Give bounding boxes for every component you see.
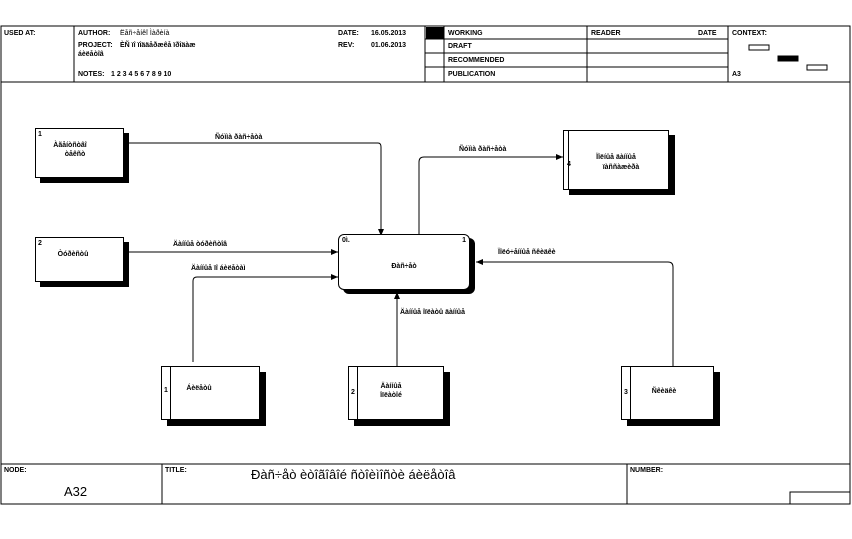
rev-label: REV:	[338, 42, 355, 49]
entity-agency[interactable]	[35, 128, 124, 178]
status-working: WORKING	[448, 30, 483, 37]
date-value: 16.05.2013	[371, 30, 407, 37]
flow-label-4: Ñóììà ðàñ÷åòà	[459, 146, 507, 153]
author-label: AUTHOR:	[78, 30, 111, 37]
flow-label-6: Äàííûå îïëàòû äàííûå	[400, 309, 465, 316]
number-label: NUMBER:	[630, 467, 664, 474]
entity-tickets-name: Áèëåòû	[186, 385, 212, 392]
node-label: NODE:	[4, 467, 27, 474]
used-at-label: USED AT:	[4, 30, 36, 37]
status-draft: DRAFT	[448, 43, 472, 50]
process-box[interactable]	[338, 234, 470, 290]
entity-payment-number: 2	[351, 389, 355, 396]
flow-label-3: Äàííûå ïî áèëåòàì	[191, 265, 246, 272]
flow-label-5: Ïîëó÷åííûå ñêèäêè	[498, 249, 556, 256]
notes-label: NOTES:	[78, 71, 105, 78]
flow-label-1: Ñóììà ðàñ÷åòà	[215, 134, 263, 141]
date-label: DATE:	[338, 30, 359, 37]
entity-agency-name-line2: òåêñò	[64, 151, 86, 158]
flow-line-4	[419, 157, 563, 234]
entity-payment-name: Äàííûå	[380, 383, 402, 390]
footer-title: Ðàñ÷åò èòîãîâîé ñòîèìîñòè áèëåòîâ	[251, 467, 456, 482]
process-name: Ðàñ÷åò	[391, 263, 417, 270]
entity-payment-name-line2: îïëàòîé	[380, 392, 402, 399]
entity-full-data[interactable]	[563, 130, 669, 190]
title-label: TITLE:	[165, 467, 187, 474]
entity-full-data-number: 4	[567, 161, 571, 168]
flow-line-5	[476, 262, 673, 366]
entity-full-data-name-line2: ïàññàæèðà	[602, 164, 640, 171]
entity-full-data-name: Ïîëíûå äàííûå	[596, 154, 636, 161]
status-publication: PUBLICATION	[448, 71, 496, 78]
entity-payment[interactable]	[348, 366, 444, 420]
reader-label: READER	[591, 30, 621, 37]
entity-tickets[interactable]	[161, 366, 260, 420]
node-value: A32	[64, 484, 88, 499]
flow-line-3	[193, 277, 338, 362]
project-value: ÈÑ ïî ïîääåðæêå ïðîäàæ	[120, 42, 196, 49]
project-label: PROJECT:	[78, 42, 113, 49]
rev-value: 01.06.2013	[371, 42, 407, 49]
entity-tourists-number: 2	[38, 240, 42, 247]
process-number: 1	[462, 237, 466, 244]
flow-label-2: Äàííûå òóðèñòîâ	[173, 241, 228, 248]
project-value-line2: áèëåòîâ	[78, 51, 104, 58]
flow-line-1	[124, 143, 381, 236]
entity-tickets-number: 1	[164, 387, 168, 394]
entity-discounts[interactable]	[621, 366, 714, 420]
entity-agency-number: 1	[38, 131, 42, 138]
status-recommended: RECOMMENDED	[448, 57, 505, 64]
context-label: CONTEXT:	[732, 30, 767, 37]
entity-discounts-number: 3	[624, 389, 628, 396]
context-value: A3	[732, 71, 741, 78]
entity-tourists[interactable]	[35, 237, 124, 282]
entity-agency-name: Àãåíòñòâî	[53, 142, 87, 149]
entity-tourists-name: Òóðèñòû	[57, 251, 89, 258]
reader-date-label: DATE	[698, 30, 717, 37]
process-id: 0ì.	[342, 237, 350, 244]
notes-value: 1 2 3 4 5 6 7 8 9 10	[111, 71, 172, 78]
author-value: Ëåñ÷åíêî Ìàðèíà	[120, 30, 170, 37]
entity-discounts-name: Ñêèäêè	[651, 388, 677, 395]
